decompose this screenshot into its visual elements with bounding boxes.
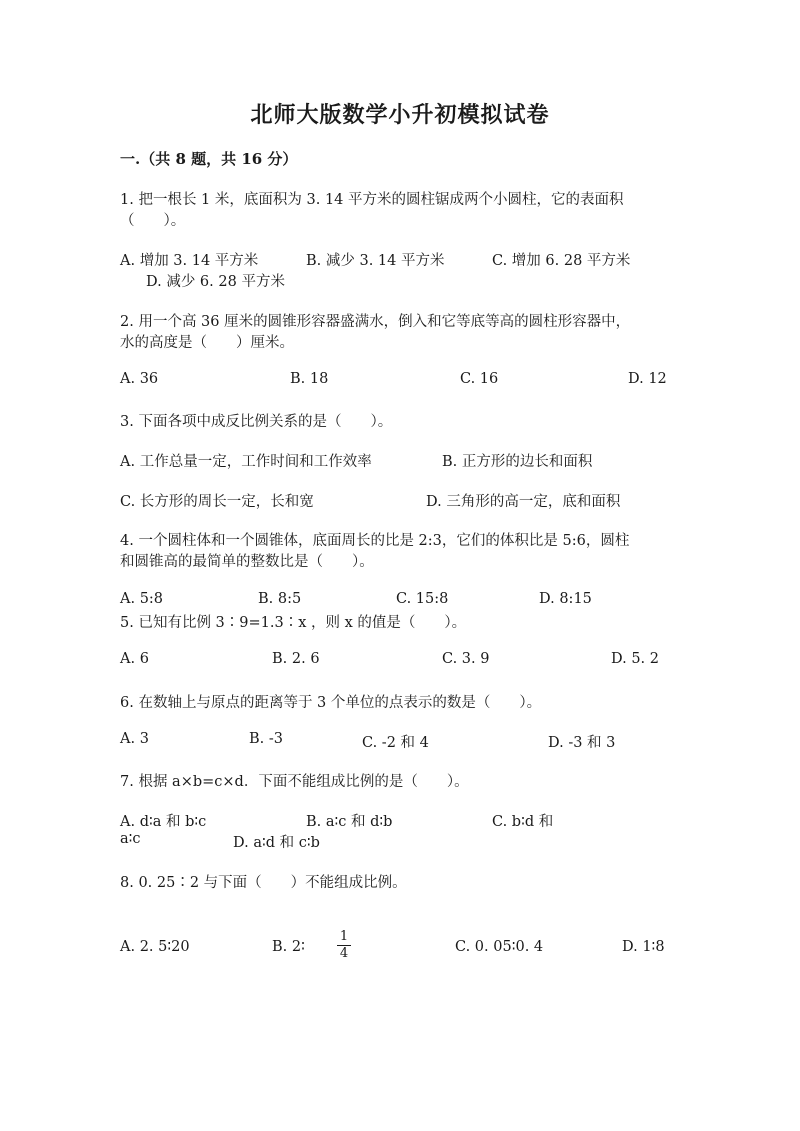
question-4-option-b: B. 8:5	[258, 591, 302, 607]
question-1-line-1: 1. 把一根长 1 米，底面积为 3. 14 平方米的圆柱锯成两个小圆柱，它的表面积	[120, 192, 624, 208]
question-4-line-1: 4. 一个圆柱体和一个圆锥体，底面周长的比是 2:3，它们的体积比是 5:6，圆柱	[120, 533, 630, 549]
question-8-option-c: C. 0. 05∶0. 4	[455, 939, 544, 955]
question-3-option-c: C. 长方形的周长一定，长和宽	[120, 494, 314, 510]
question-1-option-b: B. 减少 3. 14 平方米	[306, 253, 445, 269]
question-6-option-c: C. -2 和 4	[362, 735, 429, 751]
question-6-option-b: B. -3	[249, 731, 283, 747]
fraction-numerator: 1	[339, 929, 349, 944]
question-5-option-d: D. 5. 2	[611, 651, 659, 667]
question-4-line-2: 和圆锥高的最简单的整数比是（ ）。	[120, 554, 374, 570]
question-2-line-2: 水的高度是（ ）厘米。	[120, 335, 294, 351]
question-2-option-a: A. 36	[120, 371, 159, 387]
question-1-option-a: A. 增加 3. 14 平方米	[120, 253, 259, 269]
question-8-option-d: D. 1∶8	[622, 939, 665, 955]
question-3-option-d: D. 三角形的高一定，底和面积	[426, 494, 621, 510]
question-3-option-a: A. 工作总量一定，工作时间和工作效率	[120, 454, 372, 470]
question-8-option-b: B. 2∶	[272, 939, 305, 955]
question-7-option-d: D. a∶d 和 c∶b	[233, 835, 320, 851]
question-6-line-1: 6. 在数轴上与原点的距离等于 3 个单位的点表示的数是（ ）。	[120, 695, 542, 711]
question-1-option-d: D. 减少 6. 28 平方米	[146, 274, 285, 290]
question-5-option-a: A. 6	[120, 651, 149, 667]
question-2-line-1: 2. 用一个高 36 厘米的圆锥形容器盛满水，倒入和它等底等高的圆柱形容器中，	[120, 314, 631, 330]
question-4-option-a: A. 5:8	[120, 591, 164, 607]
page-title: 北师大版数学小升初模拟试卷	[250, 102, 550, 128]
question-1-line-2: （ ）。	[120, 213, 186, 229]
question-2-option-d: D. 12	[628, 371, 667, 387]
question-3-line-1: 3. 下面各项中成反比例关系的是（ ）。	[120, 414, 393, 430]
question-7-option-a: A. d∶a 和 b∶c	[120, 814, 207, 830]
question-2-option-c: C. 16	[460, 371, 499, 387]
question-4-option-c: C. 15:8	[396, 591, 449, 607]
question-5-option-b: B. 2. 6	[272, 651, 320, 667]
question-7-option-b: B. a∶c 和 d∶b	[306, 814, 393, 830]
fraction-denominator: 4	[339, 946, 349, 961]
section-header: 一.（共 8 题，共 16 分）	[120, 150, 298, 168]
question-6-option-a: A. 3	[120, 731, 149, 747]
question-1-option-c: C. 增加 6. 28 平方米	[492, 253, 631, 269]
question-7-option-c: C. b∶d 和	[492, 814, 554, 830]
question-4-option-d: D. 8:15	[539, 591, 592, 607]
question-3-option-b: B. 正方形的边长和面积	[442, 454, 593, 470]
question-8-line-1: 8. 0. 25∶2 与下面（ ）不能组成比例。	[120, 875, 407, 891]
question-5-line-1: 5. 已知有比例 3∶9=1.3∶x ，则 x 的值是（ ）。	[120, 615, 467, 631]
question-7-line-1: 7. 根据 a×b=c×d．下面不能组成比例的是（ ）。	[120, 774, 469, 790]
question-7-option-c-continued: a∶c	[120, 831, 141, 847]
question-8-option-a: A. 2. 5∶20	[120, 939, 190, 955]
question-5-option-c: C. 3. 9	[442, 651, 490, 667]
question-8-option-b-fraction	[337, 930, 351, 961]
question-2-option-b: B. 18	[290, 371, 329, 387]
question-6-option-d: D. -3 和 3	[548, 735, 616, 751]
